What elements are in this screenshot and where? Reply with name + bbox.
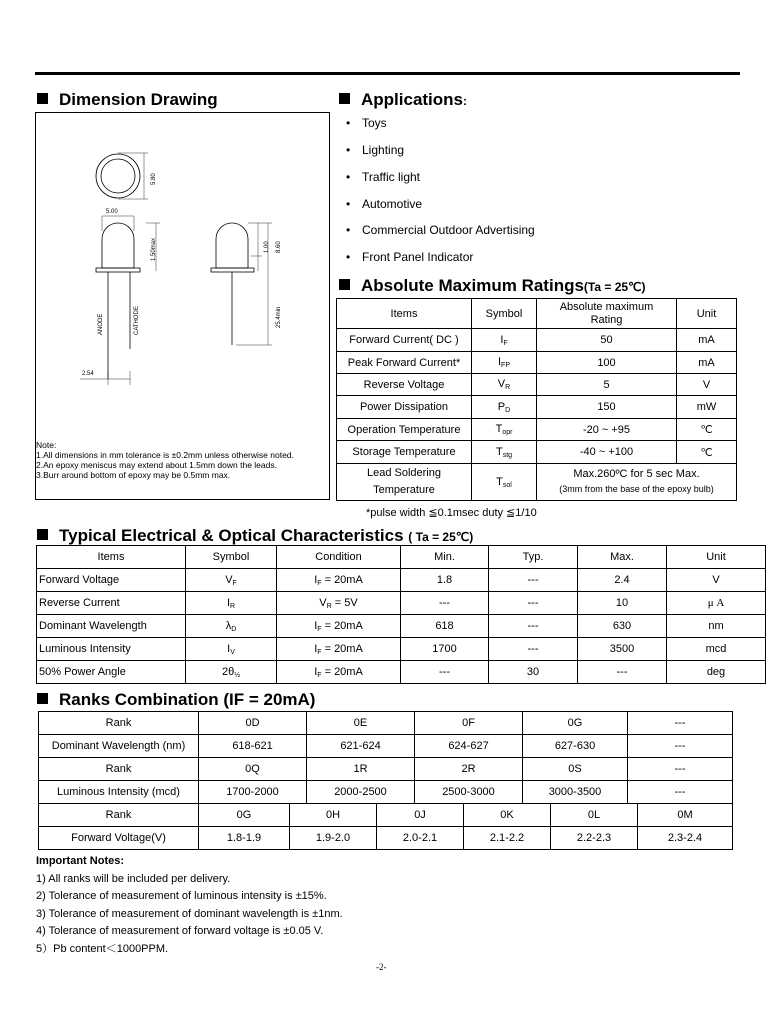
note-line: 2) Tolerance of measurement of luminous intensity is ±15%. [36,890,327,902]
table-row: Lead Soldering Temperature $T_{sol}$ Max.260ºC for 5 sec Max. (3mm from the base of the epoxy bulb) [337,464,737,501]
applications-list [346,0,646,280]
table-row: Dominant Wavelength $\lambda_D$ $I_F = 20mA$ 618 --- 630 nm [37,615,766,638]
table-row: Power Dissipation $P_D$ 150 mW [337,396,737,419]
list-item: • Traffic light [346,170,421,184]
section-title-amr: Absolute Maximum Ratings(Ta = 25℃) [339,276,646,296]
table-row: Reverse Current $I_R$ $V_R = 5V$ --- --- 10 μ A [37,592,766,615]
table-row: Forward Voltage(V) 1.8-1.9 1.9-2.0 2.0-2.1 2.1-2.2 2.2-2.3 2.3-2.4 [39,827,733,850]
list-item: • Front Panel Indicator [346,250,474,264]
table-row: Forward Current( DC ) $I_F$ 50 mA [337,329,737,352]
table-row: Peak Forward Current* $I_{FP}$ 100 mA [337,352,737,374]
drawing-notes: Note: 1.All dimensions in mm tolerance is ±0.2mm unless otherwise noted. 2.An epoxy meniscus may extend about 1.5mm down the leads. 3.Burr around bottom of epoxy may be 0.5mm max. [36,440,294,480]
cathode-label: CATHODE [134,306,140,335]
list-item: • Commercial Outdoor Advertising [346,223,535,237]
pulse-note: *pulse width ≦0.1msec duty ≦1/10 [366,507,537,519]
note-line: 3) Tolerance of measurement of dominant wavelength is ±1nm. [36,907,343,920]
section-title-eo: Typical Electrical & Optical Characteristics ( Ta = 25℃) [37,526,473,546]
table-row: Luminous Intensity (mcd) 1700-2000 2000-2500 2500-3000 3000-3500 --- [39,781,733,804]
table-row: Rank 0G 0H 0J 0K 0L 0M [39,804,733,827]
bullet-square-icon [37,693,48,704]
table-row: Luminous Intensity $I_V$ $I_F = 20mA$ 1700 --- 3500 mcd [37,638,766,661]
ranks-table-wavelength-intensity [38,711,733,804]
note-line: 1) All ranks will be included per delivery. [36,872,231,885]
bullet-square-icon [37,93,48,104]
important-notes [36,853,343,958]
table-row: 50% Power Angle $2\theta_{\frac{1}{2}}$ $I_F = 20mA$ --- 30 --- deg [37,661,766,684]
table-row: Storage Temperature $T_{stg}$ -40 ~ +100 ℃ [337,441,737,464]
table-header-row: Items Symbol Absolute maximum Rating Unit [337,299,737,329]
dim-label-100: 1.00 [264,241,270,253]
table-row: Operation Temperature $T_{opr}$ -20 ~ +95 ℃ [337,419,737,441]
dim-label-254: 2.54 [82,371,94,377]
table-row: Rank 0Q 1R 2R 0S --- [39,758,733,781]
list-item: • Automotive [346,197,423,211]
table-row: Reverse Voltage $V_R$ 5 V [337,374,737,396]
electrical-optical-table [36,545,766,684]
absolute-max-ratings-table [336,298,737,501]
page-number: -2- [376,962,387,972]
table-header-row: Items Symbol Condition Min. Typ. Max. Unit [37,546,766,569]
note-line: 5）Pb content＜1000PPM. [36,942,169,955]
section-title-dimension: Dimension Drawing [37,90,218,110]
bullet-square-icon [37,529,48,540]
section-title-ranks: Ranks Combination (IF = 20mA) [37,690,315,710]
note-line: 4) Tolerance of measurement of forward voltage is ±0.05 V. [36,925,324,937]
table-row: Rank 0D 0E 0F 0G --- [39,712,733,735]
list-item: • Toys [346,116,387,130]
table-row: Dominant Wavelength (nm) 618-621 621-624 624-627 627-630 --- [39,735,733,758]
ranks-table-forward-voltage [38,803,733,850]
list-item: • Lighting [346,143,405,157]
dim-label-254min: 25.4min [276,306,282,328]
dim-label-150max: 1.50max [151,237,157,261]
dim-label-580: 5.80 [151,173,157,185]
bullet-square-icon [339,279,350,290]
important-notes-heading: Important Notes: [36,855,124,867]
table-row: Forward Voltage $V_F$ $I_F = 20mA$ 1.8 --- 2.4 V [37,569,766,592]
section-title-applications: Applications: [339,90,467,110]
dim-label-860: 8.60 [276,241,282,253]
dim-label-500: 5.00 [106,209,118,215]
anode-label: ANODE [98,313,104,335]
